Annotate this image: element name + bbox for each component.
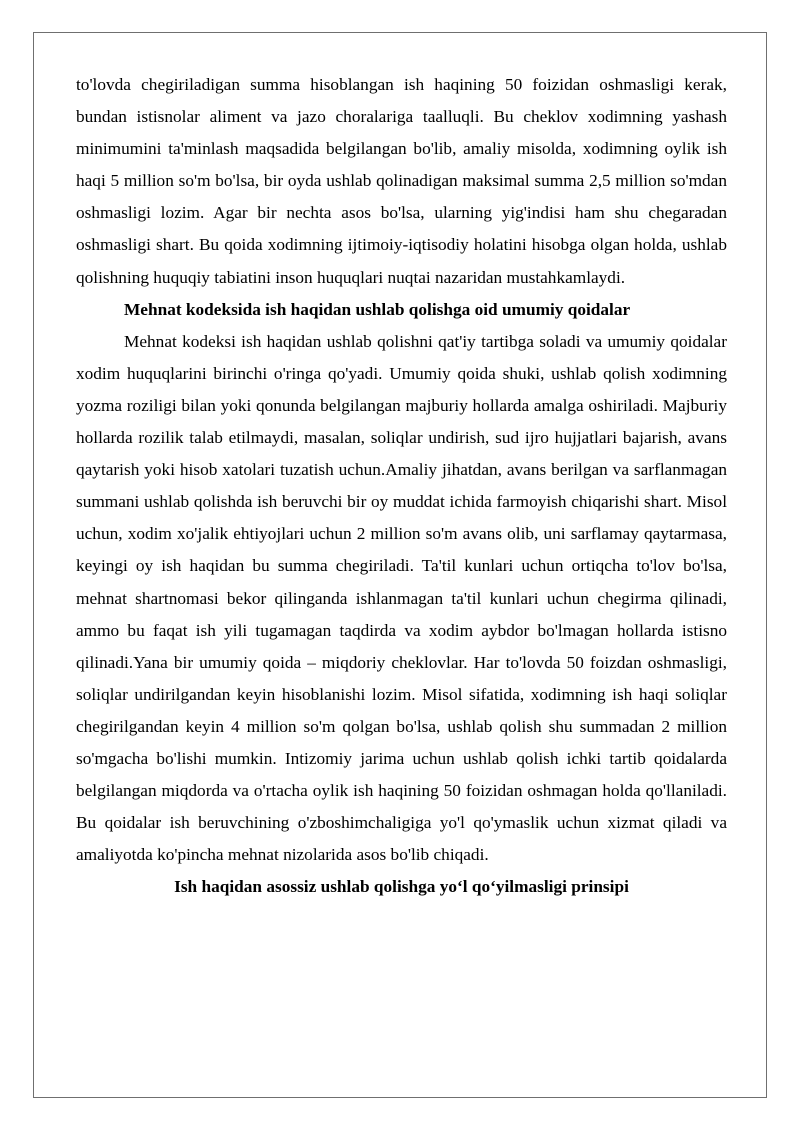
document-page — [33, 32, 767, 1098]
page-content — [76, 69, 727, 903]
section-heading-unfounded-deduction: Ish haqidan asossiz ushlab qolishga yo‘l qo‘yilmasligi prinsipi — [174, 877, 629, 897]
paragraph-continuation: to'lovda chegiriladigan summa hisoblangan ish haqining 50 foizidan oshmasligi kerak, bundan istisnolar aliment va jazo choralariga taalluqli. Bu cheklov xodimning yashash minimumini ta'minlash maqsadida belgilangan bo'lib, amaliy misolda, xodimning oylik ish haqi 5 million so'm bo'lsa, bir oyda ushlab qolinadigan maksimal summa 2,5 million so'mdan oshmasligi lozim. Agar bir nechta asos bo'lsa, ularning yig'indisi ham shu chegaradan oshmasligi shart. Bu qoida xodimning ijtimoiy-iqtisodiy holatini hisobga olgan holda, ushlab qolishning huquqiy tabiatini inson huquqlari nuqtai nazaridan mustahkamlaydi. — [76, 75, 727, 287]
section-heading-general-rules: Mehnat kodeksida ish haqidan ushlab qolishga oid umumiy qoidalar — [124, 299, 631, 319]
paragraph-general-rules: Mehnat kodeksi ish haqidan ushlab qolishni qat'iy tartibga soladi va umumiy qoidalar xodim huquqlarini birinchi o'ringa qo'yadi. Umumiy qoida shuki, ushlab qolish xodimning yozma roziligi bilan yoki qonunda belgilangan majburiy hollarda amalga oshiriladi. Majburiy hollarda rozilik talab etilmaydi, masalan, soliqlar undirish, sud ijro hujjatlari bajarish, avans qaytarish yoki hisob xatolari tuzatish uchun.Amaliy jihatdan, avans berilgan va sarflanmagan summani ushlab qolishda ish beruvchi bir oy muddat ichida farmoyish chiqarishi shart. Misol uchun, xodim xo'jalik ehtiyojlari uchun 2 million so'm avans olib, uni sarflamay qaytarmasa, keyingi oy ish haqidan bu summa chegiriladi. Ta'til kunlari uchun ortiqcha to'lov bo'lsa, mehnat shartnomasi bekor qilinganda ishlanmagan ta'til kunlari uchun chegirma qilinadi, ammo bu faqat ish yili tugamagan taqdirda va xodim aybdor bo'lmagan hollarda istisno qilinadi.Yana bir umumiy qoida – miqdoriy cheklovlar. Har to'lovda 50 foizdan oshmasligi, soliqlar undirilgandan keyin hisoblanishi lozim. Misol sifatida, xodimning ish haqi soliqlar chegirilgandan keyin 4 million so'm qolgan bo'lsa, ushlab qolish shu summadan 2 million so'mgacha bo'lishi mumkin. Intizomiy jarima uchun ushlab qolish ichki tartib qoidalarda belgilangan miqdorda va o'rtacha oylik ish haqining 50 foizidan oshmagan holda qo'llaniladi. Bu qoidalar ish beruvchining o'zboshimchaligiga yo'l qo'ymaslik uchun xizmat qiladi va amaliyotda ko'pincha mehnat nizolarida asos bo'lib chiqadi. — [76, 331, 727, 865]
